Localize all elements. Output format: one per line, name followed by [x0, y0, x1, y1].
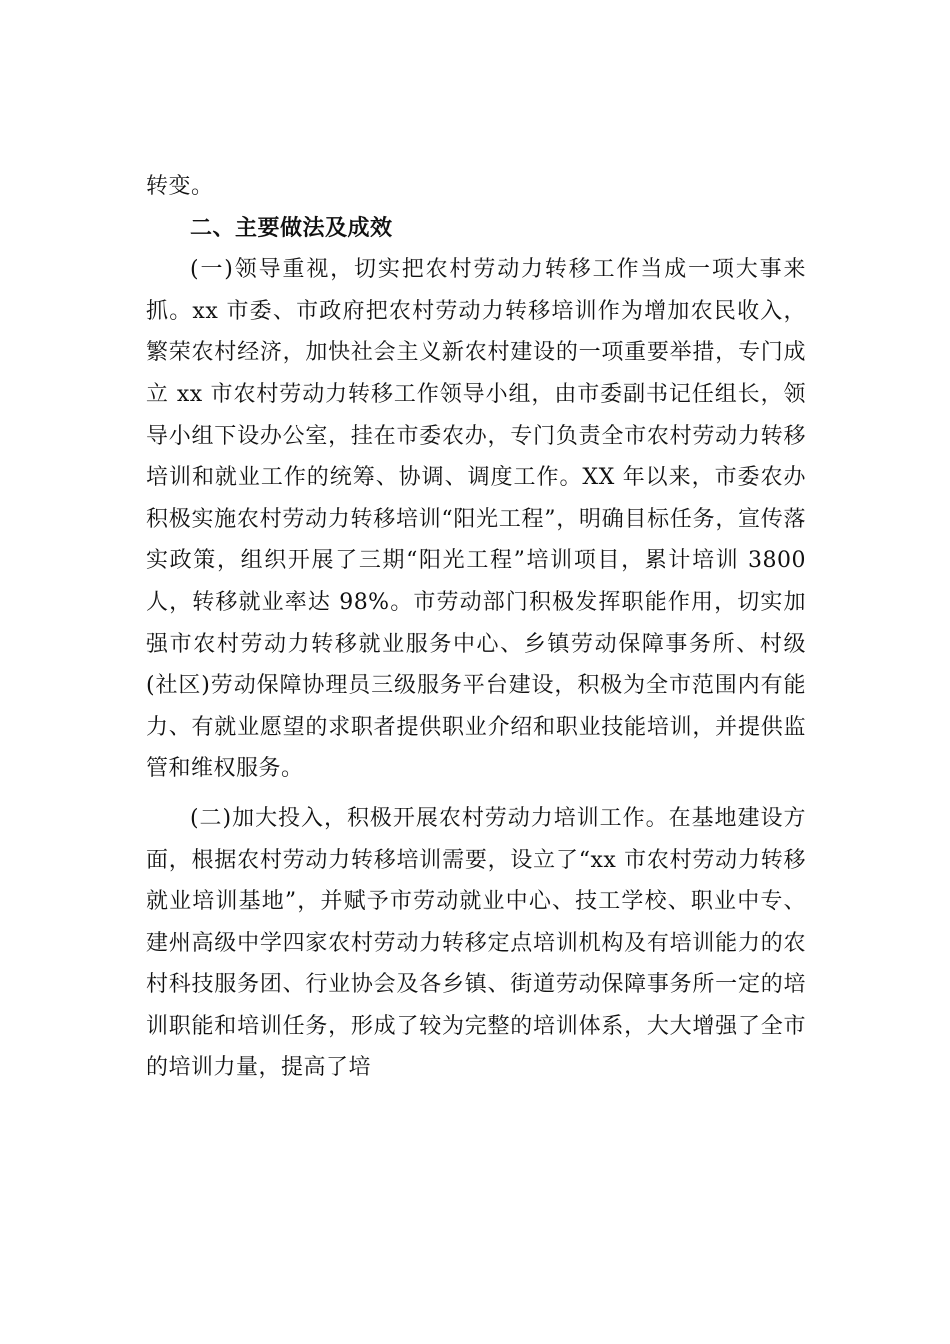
paragraph-continuation	[146, 166, 806, 208]
paragraph-text: 转变。	[146, 174, 214, 199]
paragraph-2-lead: (二)加大投入，积极开展农村劳动力培训工作。	[190, 805, 669, 831]
document-page	[146, 166, 806, 1089]
paragraph-2	[146, 798, 806, 1089]
section-heading-text: 二、主要做法及成效	[190, 215, 393, 241]
paragraph-2-body: 在基地建设方面，根据农村劳动力转移培训需要，设立了“xx 市农村劳动力转移就业培训基地”，并赋予市劳动就业中心、技工学校、职业中专、建州高级中学四家农村劳动力转移定点培训机构及有培训能力的农村科技服务团、行业协会及各乡镇、街道劳动保障事务所一定的培训职能和培训任务，形成了较为完整的培训体系，大大增强了全市的培训力量，提高了培	[146, 805, 806, 1081]
paragraph-1	[146, 249, 806, 790]
section-heading	[146, 208, 806, 250]
paragraph-1-lead: (一)领导重视，切实把农村劳动力转移工作当成一项大事来抓。	[146, 257, 806, 324]
paragraph-1-body: xx 市委、市政府把农村劳动力转移培训作为增加农民收入，繁荣农村经济，加快社会主义新农村建设的一项重要举措，专门成立 xx 市农村劳动力转移工作领导小组，由市委副书记任组长，领导小组下设办公室，挂在市委农办，专门负责全市农村劳动力转移培训和就业工作的统筹、协调、调度工作。XX 年以来，市委农办积极实施农村劳动力转移培训“阳光工程”，明确目标任务，宣传落实政策，组织开展了三期“阳光工程”培训项目，累计培训 3800 人，转移就业率达 98%。市劳动部门积极发挥职能作用，切实加强市农村劳动力转移就业服务中心、乡镇劳动保障事务所、村级(社区)劳动保障协理员三级服务平台建设，积极为全市范围内有能力、有就业愿望的求职者提供职业介绍和职业技能培训，并提供监管和维权服务。	[146, 298, 806, 782]
